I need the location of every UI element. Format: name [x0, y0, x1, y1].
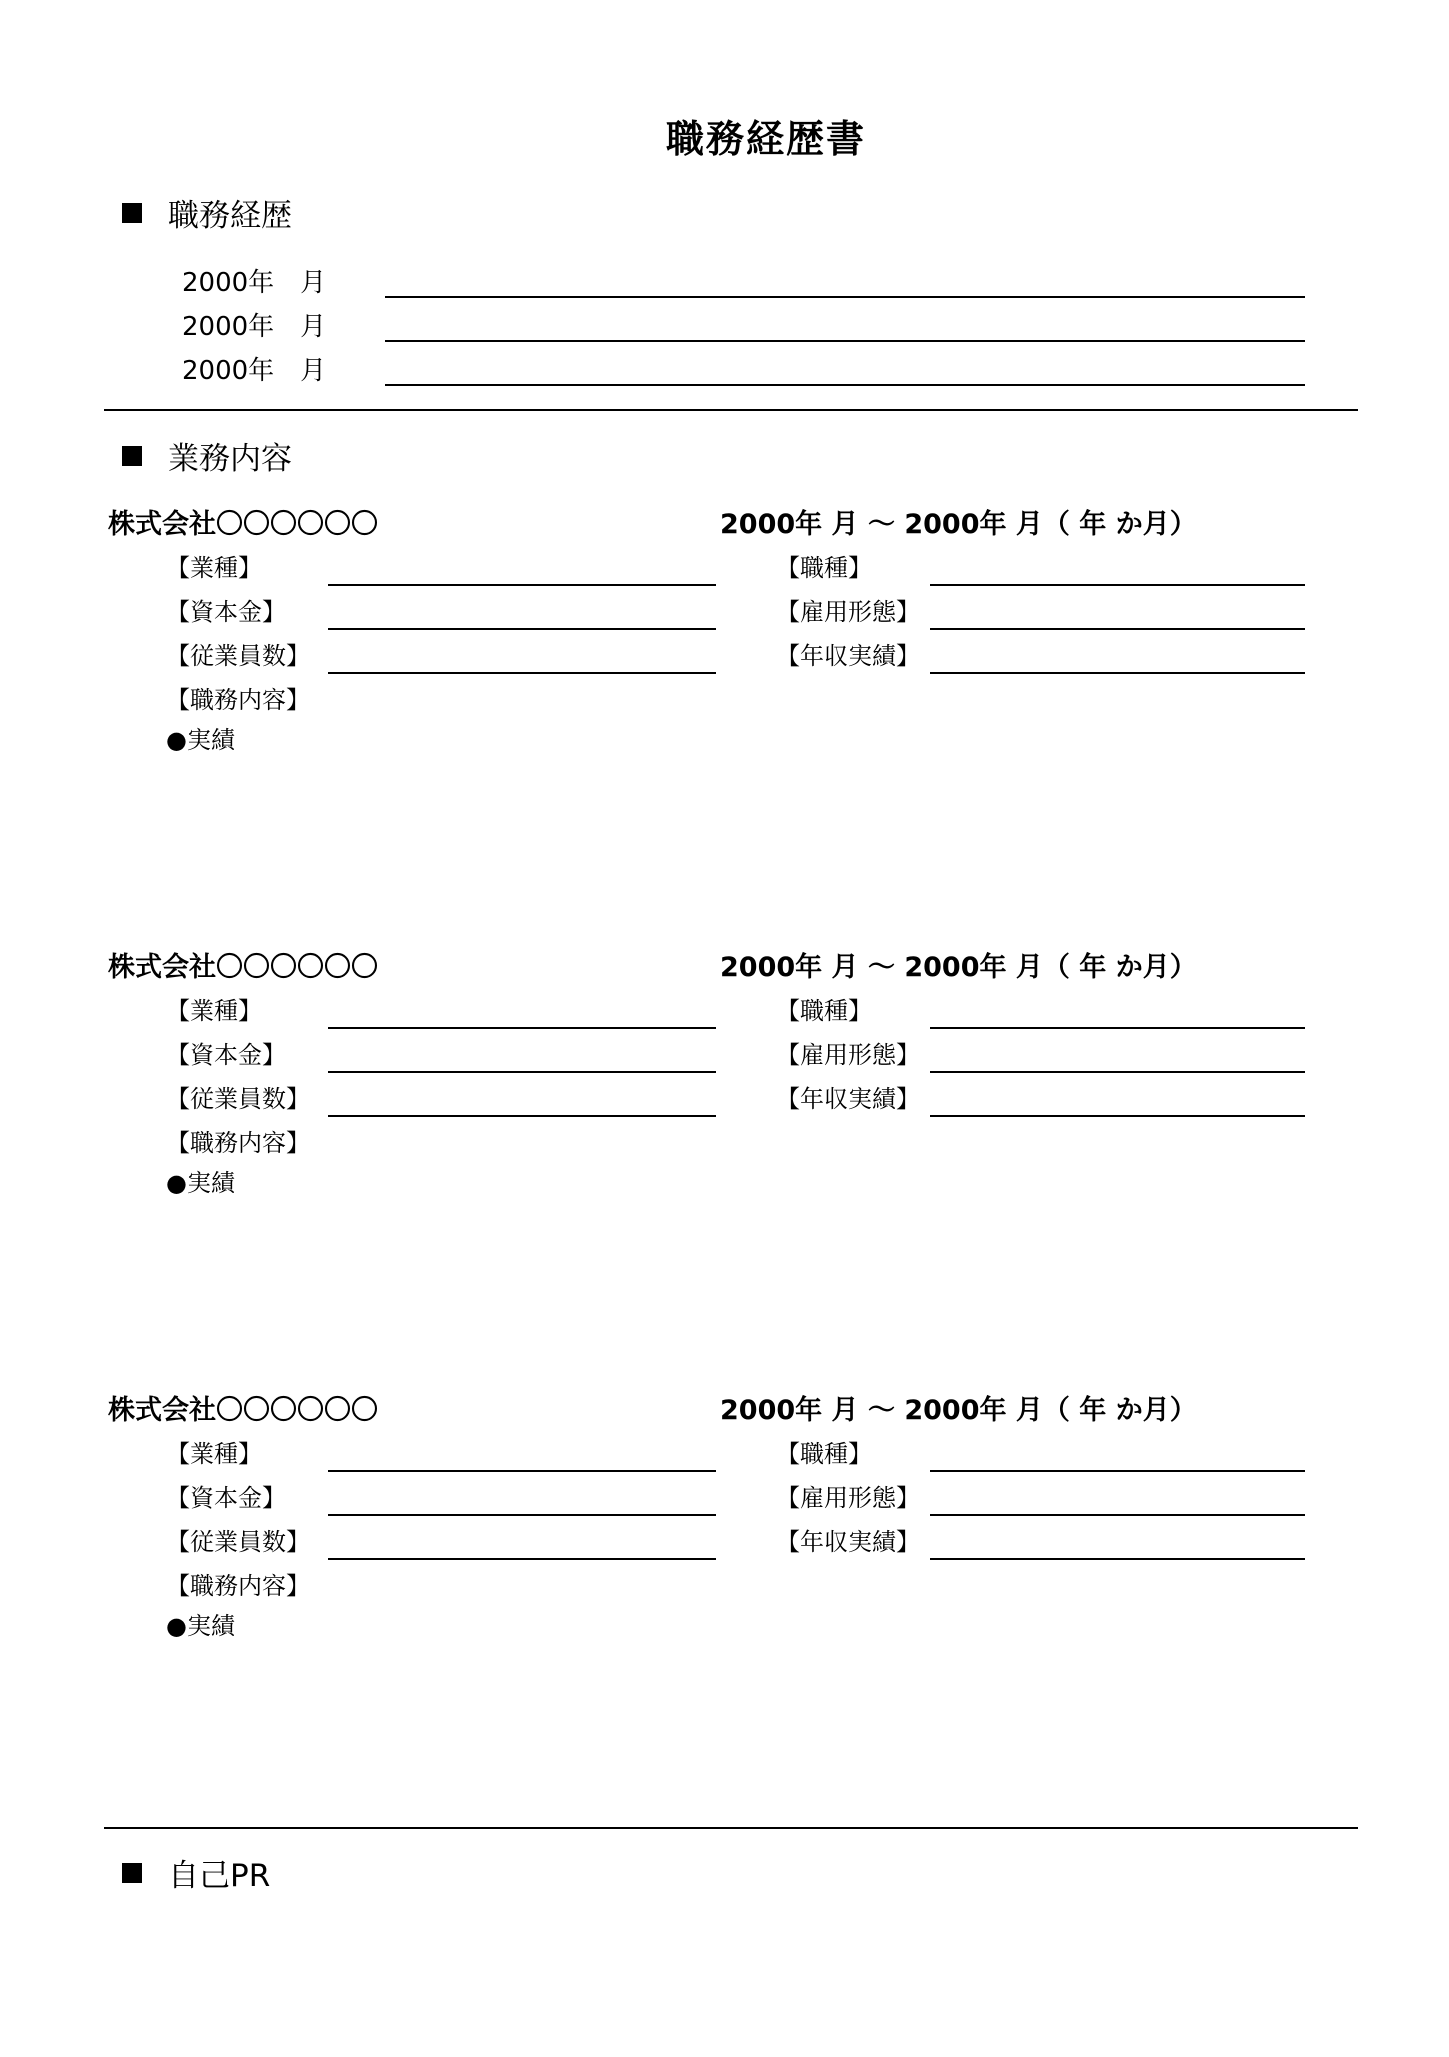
- history-entry-line[interactable]: [385, 296, 1305, 298]
- section-divider: [104, 1827, 1358, 1829]
- job-type-label: 【職種】: [776, 997, 872, 1025]
- industry-line[interactable]: [328, 1470, 716, 1472]
- company-block: [0, 1388, 1449, 1834]
- section-heading-text: 自己PR: [168, 1858, 271, 1894]
- history-date-label: 2000年 月: [182, 312, 327, 342]
- section-heading-text: 職務経歴: [168, 198, 292, 234]
- capital-label: 【資本金】: [166, 598, 286, 626]
- employees-line[interactable]: [328, 1558, 716, 1560]
- employment-period: 2000年 月 〜 2000年 月（ 年 か月）: [720, 1395, 1197, 1426]
- square-bullet-icon: [122, 203, 142, 223]
- job-type-line[interactable]: [930, 1027, 1305, 1029]
- company-name: 株式会社〇〇〇〇〇〇: [108, 509, 378, 540]
- history-row: [0, 302, 1449, 346]
- company-block: [0, 945, 1449, 1391]
- income-line[interactable]: [930, 672, 1305, 674]
- employees-line[interactable]: [328, 1115, 716, 1117]
- section-heading-pr: [122, 1850, 270, 1895]
- employment-type-label: 【雇用形態】: [776, 598, 920, 626]
- employment-period: 2000年 月 〜 2000年 月（ 年 か月）: [720, 509, 1197, 540]
- employment-type-label: 【雇用形態】: [776, 1041, 920, 1069]
- industry-label: 【業種】: [166, 997, 262, 1025]
- achievements-label: ●実績: [166, 1169, 235, 1197]
- capital-label: 【資本金】: [166, 1041, 286, 1069]
- income-label: 【年収実績】: [776, 1085, 920, 1113]
- achievements-label: ●実績: [166, 1612, 235, 1640]
- history-row: [0, 258, 1449, 302]
- company-name: 株式会社〇〇〇〇〇〇: [108, 1395, 378, 1426]
- industry-line[interactable]: [328, 584, 716, 586]
- employees-line[interactable]: [328, 672, 716, 674]
- section-heading-duties: [122, 433, 292, 478]
- duty-content-label: 【職務内容】: [166, 686, 310, 714]
- achievements-label: ●実績: [166, 726, 235, 754]
- document-title: 職務経歴書: [665, 117, 866, 161]
- section-heading-text: 業務内容: [168, 441, 292, 477]
- income-line[interactable]: [930, 1115, 1305, 1117]
- square-bullet-icon: [122, 446, 142, 466]
- income-line[interactable]: [930, 1558, 1305, 1560]
- square-bullet-icon: [122, 1863, 142, 1883]
- income-label: 【年収実績】: [776, 1528, 920, 1556]
- duty-content-label: 【職務内容】: [166, 1572, 310, 1600]
- capital-label: 【資本金】: [166, 1484, 286, 1512]
- employment-period: 2000年 月 〜 2000年 月（ 年 か月）: [720, 952, 1197, 983]
- employment-type-line[interactable]: [930, 1514, 1305, 1516]
- history-date-label: 2000年 月: [182, 356, 327, 386]
- section-divider: [104, 409, 1358, 411]
- history-date-label: 2000年 月: [182, 268, 327, 298]
- capital-line[interactable]: [328, 1514, 716, 1516]
- company-block: [0, 502, 1449, 948]
- industry-label: 【業種】: [166, 1440, 262, 1468]
- income-label: 【年収実績】: [776, 642, 920, 670]
- company-name: 株式会社〇〇〇〇〇〇: [108, 952, 378, 983]
- employees-label: 【従業員数】: [166, 1085, 310, 1113]
- employment-type-label: 【雇用形態】: [776, 1484, 920, 1512]
- duty-content-label: 【職務内容】: [166, 1129, 310, 1157]
- history-entry-line[interactable]: [385, 384, 1305, 386]
- employees-label: 【従業員数】: [166, 1528, 310, 1556]
- capital-line[interactable]: [328, 628, 716, 630]
- section-heading-history: [122, 190, 292, 235]
- employment-type-line[interactable]: [930, 628, 1305, 630]
- job-type-line[interactable]: [930, 1470, 1305, 1472]
- employment-type-line[interactable]: [930, 1071, 1305, 1073]
- job-type-line[interactable]: [930, 584, 1305, 586]
- industry-line[interactable]: [328, 1027, 716, 1029]
- history-row: [0, 346, 1449, 390]
- employees-label: 【従業員数】: [166, 642, 310, 670]
- job-type-label: 【職種】: [776, 1440, 872, 1468]
- job-type-label: 【職種】: [776, 554, 872, 582]
- capital-line[interactable]: [328, 1071, 716, 1073]
- history-entry-line[interactable]: [385, 340, 1305, 342]
- industry-label: 【業種】: [166, 554, 262, 582]
